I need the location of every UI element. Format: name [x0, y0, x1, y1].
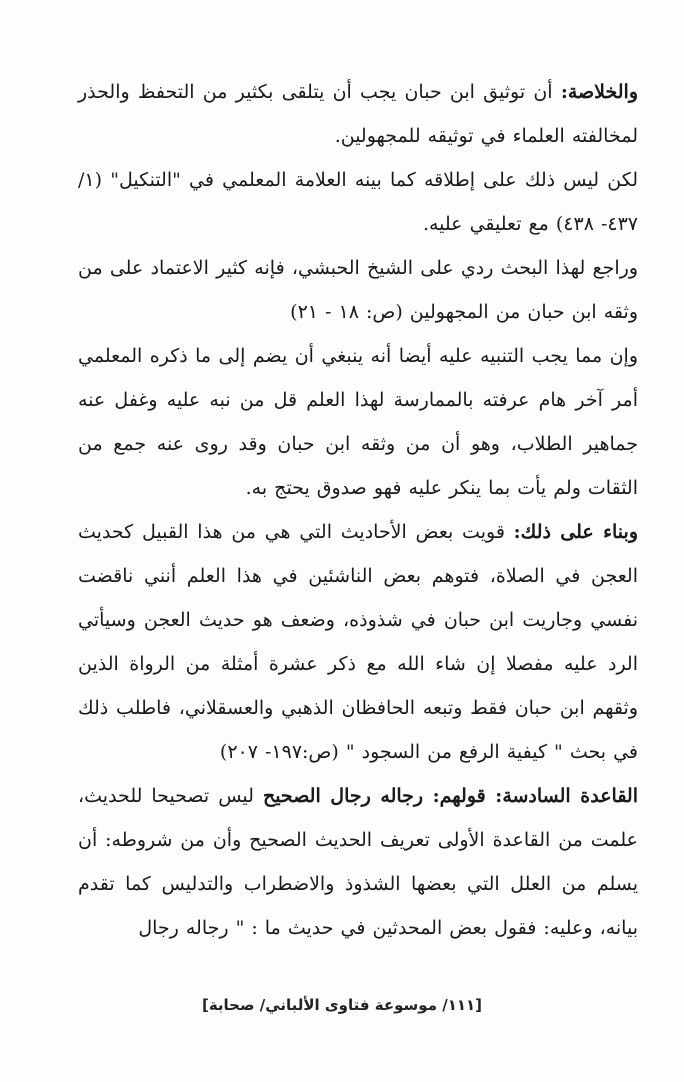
- body-text: [78, 70, 638, 950]
- paragraph-habashi: [78, 246, 638, 334]
- paragraph-summary: [78, 70, 638, 158]
- paragraph-sixth-rule: [78, 774, 638, 950]
- paragraph-text: وراجع لهذا البحث ردي على الشيخ الحبشي، فإنه كثير الاعتماد على من وثقه ابن حبان من المجهولين (ص: ١٨ - ٢١): [78, 257, 638, 323]
- paragraph-text: قويت بعض الأحاديث التي هي من هذا القبيل كحديث العجن في الصلاة، فتوهم بعض الناشئين في هذا العلم أنني ناقضت نفسي وجاريت ابن حبان في شذوذه، وضعف هو حديث العجن وسيأتي الرد عليه مفصلا إن شاء الله مع ذكر عشرة أمثلة من الرواة الذين وثقهم ابن حبان فقط وتبعه الحافظان الذهبي والعسقلاني، فاطلب ذلك في بحث " كيفية الرفع من السجود " (ص:١٩٧- ٢٠٧): [78, 521, 638, 763]
- paragraph-lead: وبناء على ذلك:: [513, 521, 639, 543]
- paragraph-lead: والخلاصة:: [560, 81, 638, 103]
- paragraph-consequence: [78, 510, 638, 774]
- paragraph-tankeel: [78, 158, 638, 246]
- paragraph-text: ليس تصحيحا للحديث، علمت من القاعدة الأولى تعريف الحديث الصحيح وأن من شروطه: أن يسلم من العلل التي بعضها الشذوذ والاضطراب والتدليس كما تقدم بيانه، وعليه: فقول بعض المحدثين في حديث ما : " رجاله رجال: [78, 785, 638, 939]
- paragraph-text: لكن ليس ذلك على إطلاقه كما بينه العلامة المعلمي في "التنكيل" (١/ ٤٣٧- ٤٣٨) مع تعليقي عليه.: [78, 169, 638, 235]
- paragraph-text: وإن مما يجب التنبيه عليه أيضا أنه ينبغي أن يضم إلى ما ذكره المعلمي أمر آخر هام عرفته بالممارسة لهذا العلم قل من نبه عليه وغفل عنه جماهير الطلاب، وهو أن من وثقه ابن حبان وقد روى عنه جمع من الثقات ولم يأت بما ينكر عليه فهو صدوق يحتج به.: [78, 345, 638, 499]
- paragraph-important-note: [78, 334, 638, 510]
- page-footer: [١١١/ موسوعة فتاوى الألباني/ صحابة]: [201, 996, 483, 1014]
- paragraph-text: أن توثيق ابن حبان يجب أن يتلقى بكثير من التحفظ والحذر لمخالفته العلماء في توثيقه للمجهولين.: [78, 81, 638, 147]
- paragraph-lead: القاعدة السادسة: قولهم: رجاله رجال الصحيح: [262, 785, 638, 807]
